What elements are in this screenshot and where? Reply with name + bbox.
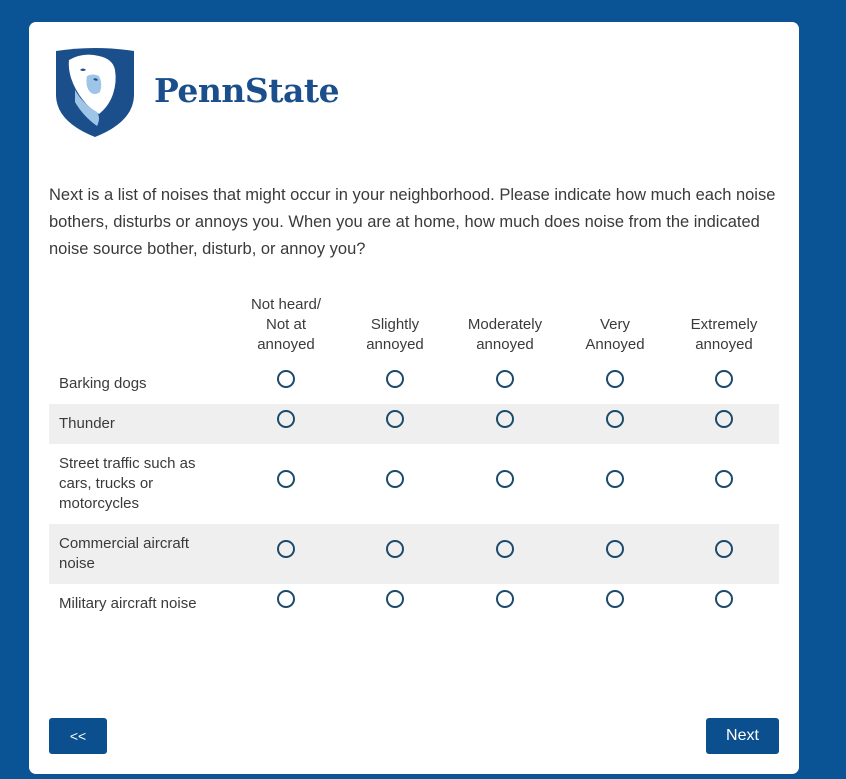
survey-card [29,22,799,774]
radio-barking-dogs-slightly[interactable] [386,370,404,388]
row-label-header [49,292,231,364]
scale-label-extremely: Extremely annoyed [690,316,758,353]
radio-thunder-extremely[interactable] [715,410,733,428]
noise-annoyance-matrix [49,292,779,624]
radio-commercial-aircraft-extremely[interactable] [715,540,733,558]
radio-commercial-aircraft-moderately[interactable] [496,540,514,558]
question-text: Next is a list of noises that might occur in your neighborhood. Please indicate how much each noise bothers, disturbs or annoys you. When you are at home, how much does noise from the indicated noise source bother, disturb, or annoy you? [49,186,776,258]
row-label: Military aircraft noise [59,595,197,612]
radio-military-aircraft-slightly[interactable] [386,590,404,608]
radio-thunder-very[interactable] [606,410,624,428]
radio-commercial-aircraft-very[interactable] [606,540,624,558]
scale-header-row [49,292,779,364]
scale-label-very: Very Annoyed [585,316,645,353]
radio-street-traffic-extremely[interactable] [715,470,733,488]
radio-thunder-slightly[interactable] [386,410,404,428]
radio-street-traffic-very[interactable] [606,470,624,488]
radio-military-aircraft-extremely[interactable] [715,590,733,608]
radio-military-aircraft-not-heard[interactable] [277,590,295,608]
radio-commercial-aircraft-not-heard[interactable] [277,540,295,558]
radio-thunder-moderately[interactable] [496,410,514,428]
matrix-row-thunder [49,404,779,444]
matrix-row-commercial-aircraft [49,524,779,584]
radio-commercial-aircraft-slightly[interactable] [386,540,404,558]
radio-barking-dogs-moderately[interactable] [496,370,514,388]
radio-barking-dogs-very[interactable] [606,370,624,388]
pennstate-logo [53,46,339,138]
radio-street-traffic-slightly[interactable] [386,470,404,488]
nittany-lion-shield-icon [53,46,137,138]
matrix-row-barking-dogs [49,364,779,404]
matrix-row-street-traffic [49,444,779,524]
row-label: Thunder [49,404,231,444]
row-label: Commercial aircraft noise [49,524,231,584]
radio-street-traffic-moderately[interactable] [496,470,514,488]
next-button[interactable]: Next [706,718,779,754]
radio-military-aircraft-very[interactable] [606,590,624,608]
radio-military-aircraft-moderately[interactable] [496,590,514,608]
radio-barking-dogs-extremely[interactable] [715,370,733,388]
row-label: Street traffic such as cars, trucks or motorcycles [59,455,196,512]
scale-label-not-heard: Not heard/ Not at annoyed [250,296,322,353]
matrix-row-military-aircraft [49,584,779,624]
row-label: Barking dogs [59,375,147,392]
scale-label-moderately: Moderately annoyed [467,316,543,353]
back-button[interactable]: << [49,718,107,754]
scale-label-slightly: Slightly annoyed [366,316,424,353]
radio-street-traffic-not-heard[interactable] [277,470,295,488]
radio-thunder-not-heard[interactable] [277,410,295,428]
brand-wordmark: PennState [154,71,340,110]
radio-barking-dogs-not-heard[interactable] [277,370,295,388]
